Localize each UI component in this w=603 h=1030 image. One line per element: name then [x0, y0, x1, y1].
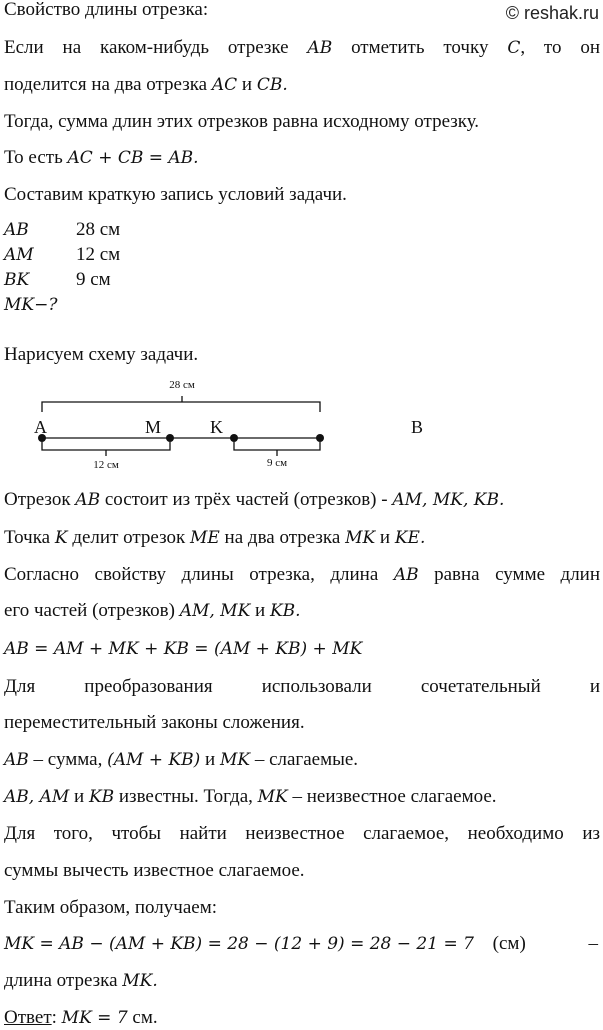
answer-label: Ответ [4, 1007, 52, 1028]
text: длина отрезка [4, 970, 118, 991]
math: AB [393, 565, 419, 585]
math: CB. [256, 75, 288, 95]
scheme-title: Нарисуем схему задачи. [4, 344, 199, 365]
text: и [74, 786, 85, 807]
kb-brace [234, 442, 320, 456]
row-label: AB [4, 220, 29, 240]
solution-line-1 [4, 490, 504, 509]
short-record-row [4, 245, 120, 264]
text: и [205, 749, 216, 770]
math: AC [211, 75, 238, 95]
point-end [316, 434, 324, 442]
heading: Свойство длины отрезка: [4, 0, 209, 20]
formula: MK = AB − (AM + KB) = 28 − (12 + 9) = 28 − 21 = 7 [4, 934, 474, 954]
solution-line-3 [4, 565, 600, 584]
text: – неизвестное слагаемое. [292, 786, 497, 807]
answer-colon: : [51, 1007, 57, 1028]
text: и [241, 74, 253, 95]
solution-line-6: Для преобразования использовали сочетательный и [4, 676, 600, 697]
solution-line-2 [4, 528, 425, 547]
solution-formula-2 [4, 934, 600, 953]
answer-formula: MK = 7 [61, 1008, 128, 1028]
math: MK [345, 528, 376, 548]
short-record-row [4, 220, 120, 239]
text: состоит из трёх частей (отрезков) - [104, 489, 388, 510]
point-a-label: A [34, 417, 47, 437]
text: известны. Тогда, [118, 786, 253, 807]
intro-line-3: Тогда, сумма длин этих отрезков равна исходному отрезку. [4, 111, 480, 132]
text: делит отрезок [72, 527, 186, 548]
text: поделится на два отрезка [4, 74, 208, 95]
text: – слагаемые. [254, 749, 359, 770]
solution-line-12: Таким образом, получаем: [4, 897, 218, 918]
math: ME [189, 528, 220, 548]
row-label: AM [4, 245, 34, 265]
text: и [379, 527, 391, 548]
formula: AB = AM + MK + KB = (AM + KB) + MK [4, 639, 363, 659]
row-value: 9 см [76, 269, 111, 290]
math: C [507, 38, 521, 58]
solution-line-7: переместительный законы сложения. [4, 712, 305, 733]
row-label: BK [4, 270, 30, 290]
point-m [166, 434, 174, 442]
answer-unit: см. [132, 1007, 158, 1028]
short-record-row [4, 270, 111, 289]
math: KE. [394, 528, 426, 548]
math: KB [88, 787, 115, 807]
answer-line [4, 1008, 158, 1027]
row-label: MK−? [4, 295, 58, 315]
segment-diagram [0, 370, 603, 480]
point-k-label: K [210, 417, 223, 437]
point-m-label: M [145, 417, 162, 437]
solution-line-11: суммы вычесть известное слагаемое. [4, 860, 305, 881]
intro-line-2 [4, 75, 288, 94]
text: его частей (отрезков) [4, 600, 175, 621]
point-k [230, 434, 238, 442]
short-record-row [4, 295, 76, 314]
math: KB. [269, 601, 301, 621]
text: Если на каком-нибудь отрезке [4, 37, 289, 58]
intro-line-1 [4, 38, 600, 57]
math: MK [219, 750, 251, 770]
math: MK [257, 787, 288, 807]
solution-formula-1 [4, 639, 362, 658]
math: AM, MK, KB. [392, 490, 505, 510]
text: – сумма, [33, 749, 103, 770]
dash: – [588, 933, 598, 954]
math: AB [75, 490, 101, 510]
solution-line-4 [4, 601, 301, 620]
math: AB [307, 38, 333, 58]
short-record-title: Составим краткую запись условий задачи. [4, 184, 347, 205]
math: MK. [122, 971, 158, 991]
watermark: © reshak.ru [505, 3, 599, 23]
intro-line-4 [4, 148, 199, 167]
text: Отрезок [4, 489, 71, 510]
am-label: 12 см [93, 459, 119, 471]
point-b-label: B [411, 417, 424, 437]
text: , то он [520, 37, 601, 58]
solution-line-8 [4, 750, 358, 769]
math: (AM + KB) [107, 750, 201, 770]
total-label: 28 см [169, 379, 195, 391]
row-value: 12 см [76, 244, 121, 265]
text: отметить точку [351, 37, 489, 58]
text: Точка [4, 527, 51, 548]
row-value: 28 см [76, 219, 121, 240]
total-brace [42, 396, 320, 412]
solution-line-9 [4, 787, 497, 806]
text: То есть [4, 147, 63, 168]
unit: (см) [492, 933, 526, 954]
text: и [255, 600, 266, 621]
math: AM, MK [179, 601, 251, 621]
solution-line-10: Для того, чтобы найти неизвестное слагаемое, необходимо из [4, 823, 600, 844]
math: AB, AM [4, 787, 70, 807]
text: Согласно свойству длины отрезка, длина [4, 564, 379, 585]
solution-line-14 [4, 971, 158, 990]
text: равна сумме длин [434, 564, 601, 585]
math: K [54, 528, 68, 548]
formula: AC + CB = AB. [67, 148, 199, 168]
text: на два отрезка [224, 527, 341, 548]
math: AB [4, 750, 29, 770]
kb-label: 9 см [266, 457, 288, 469]
am-brace [42, 442, 170, 456]
